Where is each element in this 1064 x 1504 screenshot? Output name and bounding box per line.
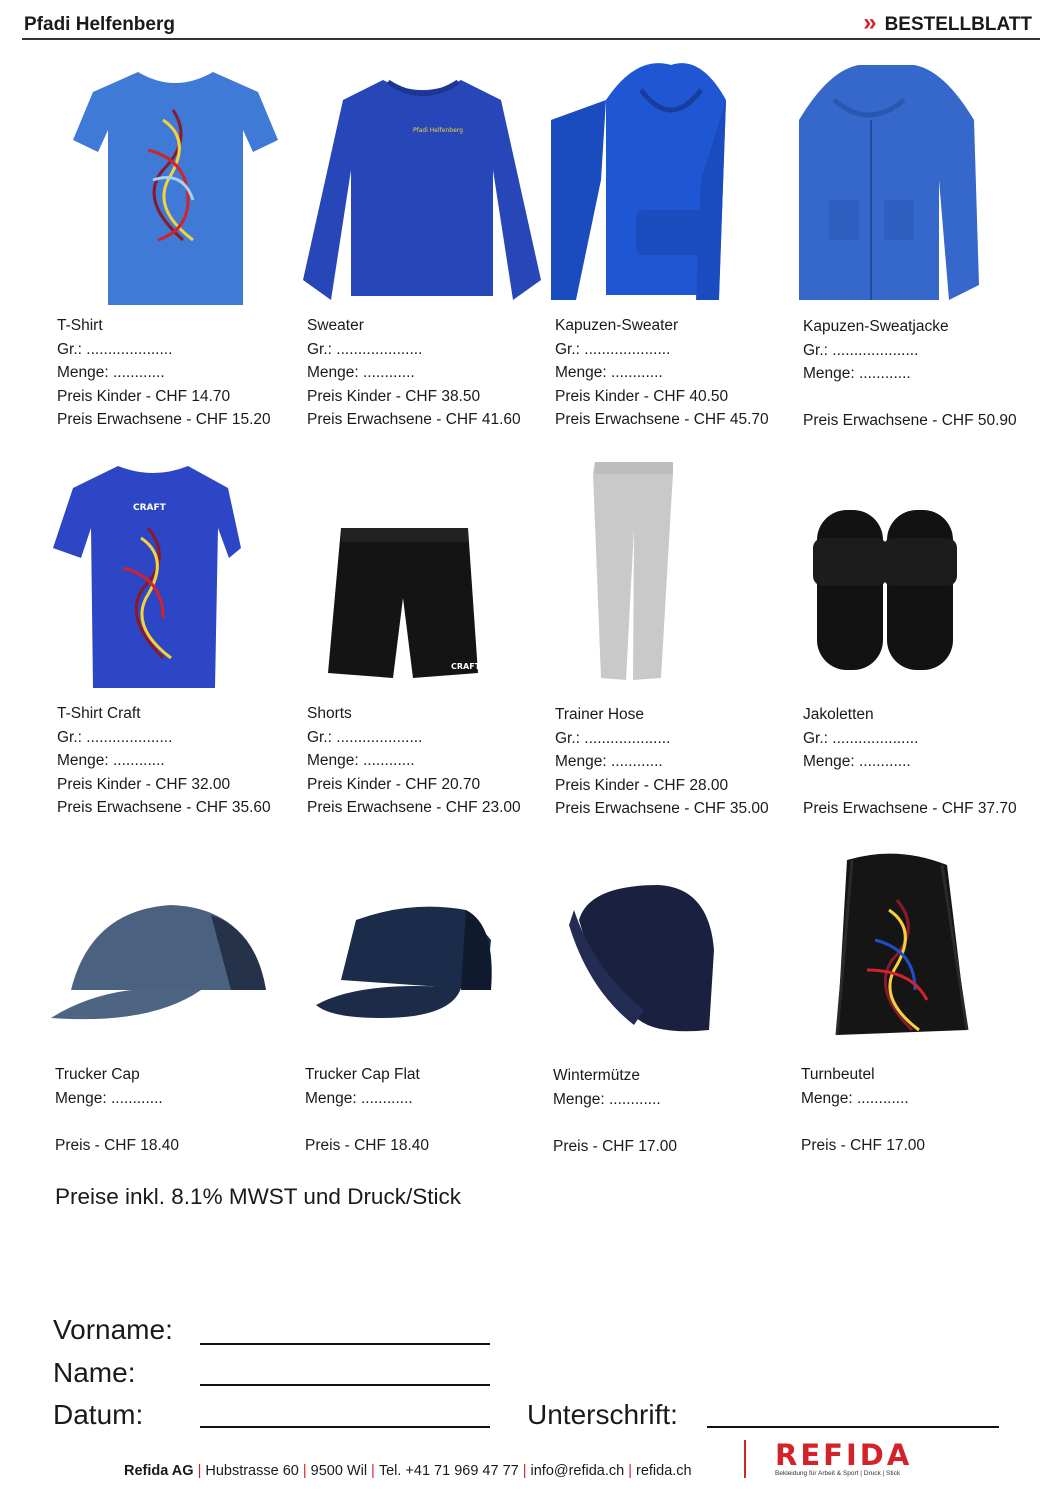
product-name: Jakoletten [803,706,874,723]
product-name: Shorts [307,705,352,722]
product-name: Trainer Hose [555,706,645,723]
quantity-field[interactable]: Menge: ............ [57,752,165,769]
price-adults: Preis Erwachsene - CHF 50.90 [803,412,1017,429]
datum-field[interactable] [200,1426,490,1428]
quantity-field[interactable]: Menge: ............ [57,364,165,381]
product-name: Trucker Cap Flat [305,1066,420,1083]
shorts-icon [303,448,543,698]
vat-note: Preise inkl. 8.1% MWST und Druck/Stick [55,1184,461,1209]
footer-address: Refida AG | Hubstrasse 60 | 9500 Wil | Tel. +41 71 969 47 77 | info@refida.ch | refida.ch [124,1463,692,1479]
price-adults: Preis Erwachsene - CHF 35.60 [57,799,271,816]
page-header [22,9,1040,40]
product-name: Trucker Cap [55,1066,140,1083]
svg-text:CRAFT: CRAFT [451,662,481,671]
price-kids: Preis Kinder - CHF 40.50 [555,387,729,405]
price-adults: Preis Erwachsene - CHF 41.60 [307,411,521,428]
footer-divider [744,1440,746,1478]
chevron-icon: » [863,9,877,36]
quantity-field[interactable]: Menge: ............ [801,1089,909,1107]
price-adults: Preis Erwachsene - CHF 15.20 [57,411,271,428]
price-adults: Preis Erwachsene - CHF 37.70 [803,800,1017,817]
quantity-field[interactable]: Menge: ............ [555,753,663,770]
product-name: Kapuzen-Sweatjacke [803,318,949,335]
price-adults: Preis Erwachsene - CHF 35.00 [555,800,769,817]
gym-bag-icon [797,840,1037,1070]
price-kids: Preis Kinder - CHF 38.50 [307,387,481,405]
hoodie-icon [551,60,791,310]
price-adults: Preis Erwachsene - CHF 23.00 [307,799,521,816]
name-field[interactable] [200,1384,490,1386]
header-title [863,9,1032,36]
product-name: Sweater [307,317,364,334]
size-field[interactable]: Gr.: .................... [307,340,423,358]
svg-text:Pfadi Helfenberg: Pfadi Helfenberg [413,127,463,134]
logo-wordmark: REFIDA [775,1438,913,1472]
unterschrift-label: Unterschrift: [527,1399,678,1430]
size-field[interactable]: Gr.: .................... [555,340,671,358]
price-adults: Preis Erwachsene - CHF 45.70 [555,411,769,428]
price-kids: Preis Kinder - CHF 32.00 [57,775,231,793]
t-shirt-icon [53,60,293,310]
flat-cap-icon [301,840,541,1070]
size-field[interactable]: Gr.: .................... [57,728,173,746]
name-label: Name: [53,1357,136,1388]
phone: Tel. +41 71 969 47 77 [378,1463,519,1479]
price: Preis - CHF 17.00 [553,1137,678,1155]
website-link[interactable]: refida.ch [636,1463,692,1479]
refida-logo [775,1438,935,1477]
trucker-cap-icon [51,840,291,1070]
product-name: Kapuzen-Sweater [555,317,679,334]
price: Preis - CHF 18.40 [55,1136,180,1154]
quantity-field[interactable]: Menge: ............ [803,753,911,770]
slides-icon [799,448,1039,698]
price: Preis - CHF 18.40 [305,1136,430,1154]
product-name: Wintermütze [553,1067,640,1084]
beanie-icon [549,840,789,1070]
size-field[interactable]: Gr.: .................... [803,341,919,359]
org-name: Pfadi Helfenberg [24,14,175,35]
quantity-field[interactable]: Menge: ............ [307,752,415,769]
price-kids: Preis Kinder - CHF 28.00 [555,776,729,794]
datum-label: Datum: [53,1399,144,1430]
price-kids [803,774,1017,798]
svg-text:CRAFT: CRAFT [133,503,166,513]
product-name: T-Shirt Craft [57,705,141,722]
document-title: BESTELLBLATT [884,14,1032,35]
logo-tagline: Bekleidung für Arbeit & Sport | Druck | Stick [775,1470,901,1477]
quantity-field[interactable]: Menge: ............ [55,1089,163,1107]
city: 9500 Wil [310,1463,368,1479]
unterschrift-field[interactable] [707,1426,999,1428]
sweater-icon [303,60,543,310]
vorname-field[interactable] [200,1343,490,1345]
craft-t-shirt-icon [53,448,293,698]
quantity-field[interactable]: Menge: ............ [803,365,911,382]
price-kids: Preis Kinder - CHF 14.70 [57,387,231,405]
company-name: Refida AG [124,1463,194,1479]
quantity-field[interactable]: Menge: ............ [555,364,663,381]
size-field[interactable]: Gr.: .................... [803,729,919,747]
price-kids: Preis Kinder - CHF 20.70 [307,775,481,793]
trainer-pants-icon [551,448,791,698]
size-field[interactable]: Gr.: .................... [307,728,423,746]
street: Hubstrasse 60 [205,1463,299,1479]
price-kids [803,386,1017,410]
zip-hoodie-icon [799,60,1039,310]
quantity-field[interactable]: Menge: ............ [305,1089,413,1107]
quantity-field[interactable]: Menge: ............ [553,1090,661,1108]
product-name: T-Shirt [57,317,103,334]
quantity-field[interactable]: Menge: ............ [307,364,415,381]
price: Preis - CHF 17.00 [801,1136,926,1154]
product-name: Turnbeutel [801,1066,875,1083]
size-field[interactable]: Gr.: .................... [555,729,671,747]
vorname-label: Vorname: [53,1314,173,1345]
email-link[interactable]: info@refida.ch [530,1463,625,1479]
size-field[interactable]: Gr.: .................... [57,340,173,358]
